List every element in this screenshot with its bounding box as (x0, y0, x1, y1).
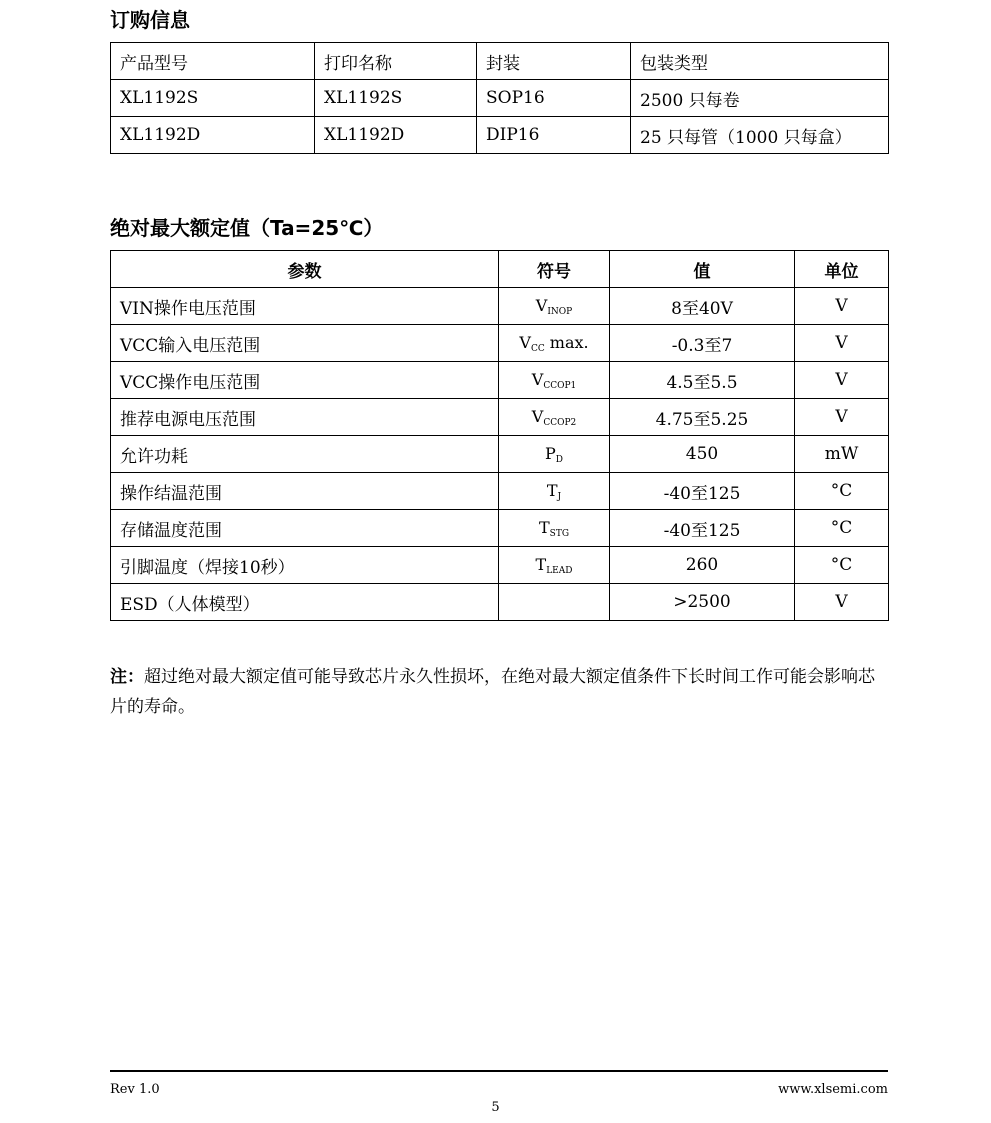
parameter: ESD（人体模型） (111, 584, 499, 621)
symbol: TSTG (499, 510, 610, 547)
note-label: 注： (110, 667, 144, 687)
marking: XL1192D (315, 117, 477, 154)
header-packing-type: 包装类型 (631, 43, 889, 80)
header-package: 封装 (477, 43, 631, 80)
parameter: VIN操作电压范围 (111, 288, 499, 325)
header-unit: 单位 (795, 251, 889, 288)
symbol (499, 584, 610, 621)
packing-type: 25 只每管（1000 只每盒） (631, 117, 889, 154)
table-row (111, 325, 889, 362)
footer-website: www.xlsemi.com (778, 1082, 888, 1097)
value: 4.75至5.25 (610, 399, 795, 436)
header-part-number: 产品型号 (111, 43, 315, 80)
table-row (111, 117, 889, 154)
part-number: XL1192S (111, 80, 315, 117)
marking: XL1192S (315, 80, 477, 117)
symbol: VCCOP2 (499, 399, 610, 436)
unit: V (795, 288, 889, 325)
symbol: VINOP (499, 288, 610, 325)
ordering-title: 订购信息 (110, 8, 190, 32)
symbol: VCCOP1 (499, 362, 610, 399)
note-text: 超过绝对最大额定值可能导致芯片永久性损坏，在绝对最大额定值条件下长时间工作可能会影响芯片的寿命。 (110, 667, 875, 717)
table-row (111, 473, 889, 510)
abs-max-table (110, 250, 889, 621)
value: 450 (610, 436, 795, 473)
abs-max-header-row (111, 251, 889, 288)
unit: V (795, 325, 889, 362)
unit: °C (795, 473, 889, 510)
parameter: 引脚温度（焊接10秒） (111, 547, 499, 584)
ordering-table (110, 42, 889, 154)
unit: V (795, 584, 889, 621)
value: -0.3至7 (610, 325, 795, 362)
parameter: 允许功耗 (111, 436, 499, 473)
table-row (111, 510, 889, 547)
table-row (111, 436, 889, 473)
parameter: 操作结温范围 (111, 473, 499, 510)
value: 8至40V (610, 288, 795, 325)
unit: °C (795, 547, 889, 584)
table-row (111, 584, 889, 621)
footer-divider (110, 1070, 888, 1072)
parameter: VCC输入电压范围 (111, 325, 499, 362)
header-symbol: 符号 (499, 251, 610, 288)
package: DIP16 (477, 117, 631, 154)
unit: °C (795, 510, 889, 547)
header-value: 值 (610, 251, 795, 288)
symbol: TJ (499, 473, 610, 510)
unit: V (795, 399, 889, 436)
note-paragraph (110, 662, 890, 722)
symbol: TLEAD (499, 547, 610, 584)
header-marking: 打印名称 (315, 43, 477, 80)
page-number: 5 (491, 1100, 500, 1115)
unit: V (795, 362, 889, 399)
table-row (111, 80, 889, 117)
ordering-header-row (111, 43, 889, 80)
value: >2500 (610, 584, 795, 621)
value: 4.5至5.5 (610, 362, 795, 399)
table-row (111, 399, 889, 436)
value: -40至125 (610, 473, 795, 510)
table-row (111, 362, 889, 399)
symbol: VCC max. (499, 325, 610, 362)
part-number: XL1192D (111, 117, 315, 154)
value: 260 (610, 547, 795, 584)
table-row (111, 547, 889, 584)
parameter: 推荐电源电压范围 (111, 399, 499, 436)
unit: mW (795, 436, 889, 473)
packing-type: 2500 只每卷 (631, 80, 889, 117)
parameter: 存储温度范围 (111, 510, 499, 547)
value: -40至125 (610, 510, 795, 547)
table-row (111, 288, 889, 325)
footer-revision: Rev 1.0 (110, 1082, 160, 1097)
package: SOP16 (477, 80, 631, 117)
header-parameter: 参数 (111, 251, 499, 288)
symbol: PD (499, 436, 610, 473)
abs-max-title: 绝对最大额定值（Ta=25℃） (110, 216, 384, 240)
parameter: VCC操作电压范围 (111, 362, 499, 399)
